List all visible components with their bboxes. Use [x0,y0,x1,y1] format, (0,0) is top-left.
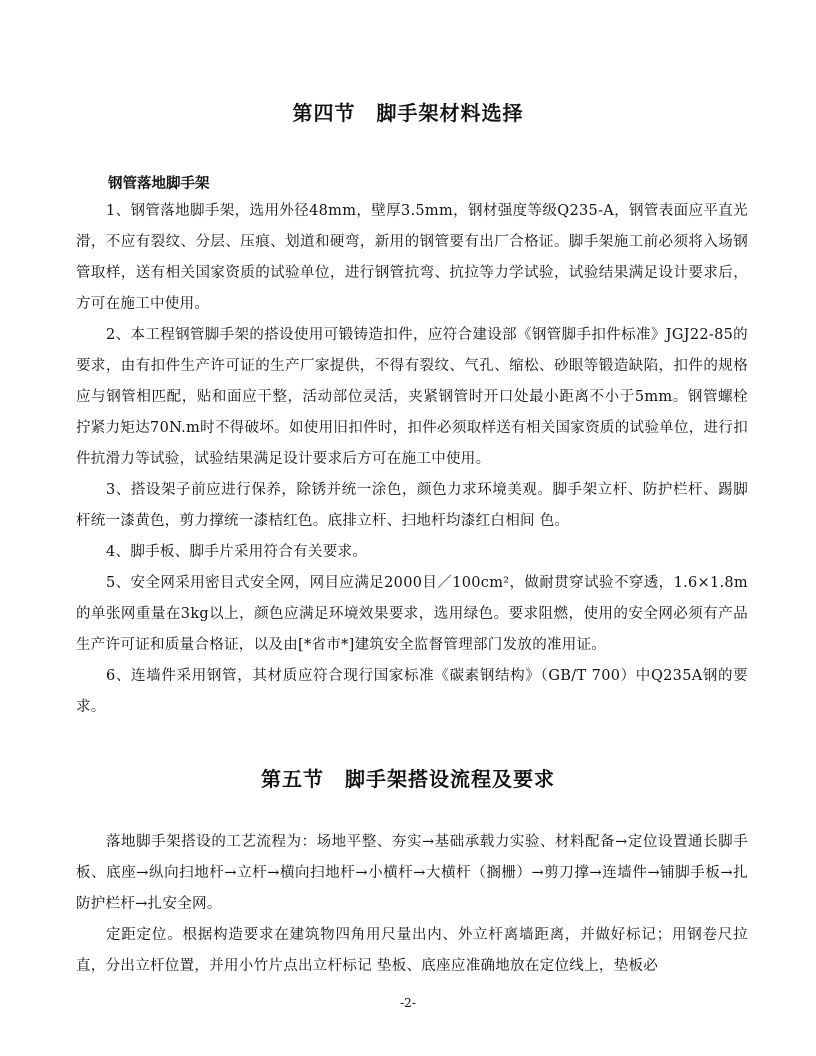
section-4-paragraph-4: 4、脚手板、脚手片采用符合有关要求。 [106,544,368,560]
section-4-paragraph-6: 6、连墙件采用钢管，其材质应符合现行国家标准《碳素钢结构》（GB/T 700）中Q235A钢的要求。 [76,668,748,715]
page-number: -2- [400,996,416,1010]
section-4-paragraph-3: 3、搭设架子前应进行保养，除锈并统一涂色，颜色力求环境美观。脚手架立杆、防护栏杆、踢脚杆统一漆黄色，剪力撑统一漆桔红色。底排立杆、扫地杆均漆红白相间 色。 [76,482,748,529]
section-4-paragraph-5: 5、安全网采用密目式安全网，网目应满足2000目／100cm²，做耐贯穿试验不穿透，1.6×1.8m的单张网重量在3kg以上，颜色应满足环境效果要求，选用绿色。要求阻燃，使用的安全网必须有产品生产许可证和质量合格证，以及由[*省市*]建筑安全监督管理部门发放的准用证。 [76,575,748,653]
section-5-title: 第五节 脚手架搭设流程及要求 [261,767,555,791]
section-5-paragraph-1: 落地脚手架搭设的工艺流程为：场地平整、夯实→基础承载力实验、材料配备→定位设置通长脚手板、底座→纵向扫地杆→立杆→横向扫地杆→小横杆→大横杆（搁栅）→剪刀撑→连墙件→铺脚手板→扎防护栏杆→扎安全网。 [76,834,748,912]
section-4-title: 第四节 脚手架材料选择 [292,101,524,125]
section-4-paragraph-1: 1、钢管落地脚手架，选用外径48mm，壁厚3.5mm，钢材强度等级Q235-A，钢管表面应平直光滑，不应有裂纹、分层、压痕、划道和硬弯，新用的钢管要有出厂合格证。脚手架施工前必须将入场钢管取样，送有相关国家资质的试验单位，进行钢管抗弯、抗拉等力学试验，试验结果满足设计要求后，方可在施工中使用。 [76,203,748,312]
section-5-paragraph-2: 定距定位。根据构造要求在建筑物四角用尺量出内、外立杆离墙距离，并做好标记；用钢卷尺拉直，分出立杆位置，并用小竹片点出立杆标记 垫板、底座应准确地放在定位线上，垫板必 [76,927,748,974]
section-4-paragraph-2: 2、本工程钢管脚手架的搭设使用可锻铸造扣件，应符合建设部《钢管脚手扣件标准》JGJ22-85的要求，由有扣件生产许可证的生产厂家提供，不得有裂纹、气孔、缩松、砂眼等锻造缺陷，扣件的规格应与钢管相匹配，贴和面应干整，活动部位灵活，夹紧钢管时开口处最小距离不小于5mm。钢管螺栓拧紧力矩达70N.m时不得破坏。如使用旧扣件时，扣件必须取样送有相关国家资质的试验单位，进行扣件抗滑力等试验，试验结果满足设计要求后方可在施工中使用。 [76,327,748,467]
section-4-subheading: 钢管落地脚手架 [108,175,210,192]
